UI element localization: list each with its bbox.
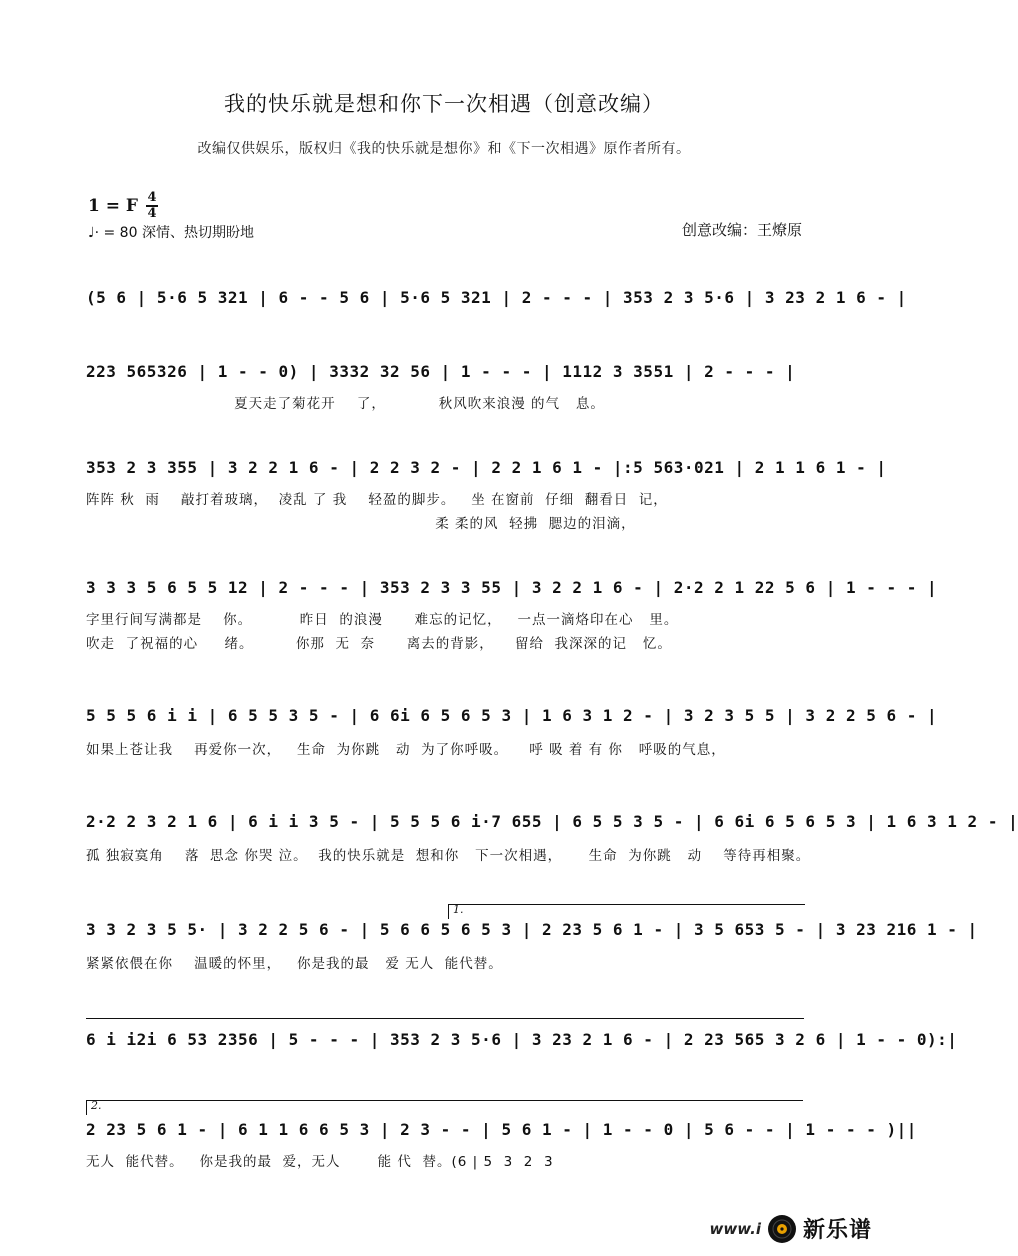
score-row-3: [86, 458, 887, 532]
key-signature: [88, 192, 158, 220]
time-bottom: 4: [147, 206, 157, 221]
volta-1-label: 1.: [453, 903, 464, 916]
vinyl-disc-icon: [767, 1214, 797, 1244]
watermark-url: www.i: [709, 1219, 761, 1238]
lyrics-line-2: 柔 柔的风 轻拂 腮边的泪滴，: [86, 516, 636, 532]
lyrics-line-1: 无人 能代替。 你是我的最 爱，无人 能 代 替。(6 | 5 3 2 3: [86, 1154, 554, 1170]
score-row-7: [86, 920, 978, 972]
notation-line: 3 3 3 5 6 5 5 12 | 2 - - - | 353 2 3 3 55 | 3 2 2 1 6 - | 2·2 2 1 22 5 6 | 1 - - - |: [86, 578, 938, 597]
notation-line: 3 3 2 3 5 5· | 3 2 2 5 6 - | 5 6 6 5 6 5 3 | 2 23 5 6 1 - | 3 5 653 5 - | 3 23 216 1 - |: [86, 920, 978, 939]
volta-1-continuation: [86, 1018, 804, 1019]
notation-line: 2 23 5 6 1 - | 6 1 1 6 6 5 3 | 2 3 - - | 5 6 1 - | 1 - - 0 | 5 6 - - | 1 - - - )||: [86, 1120, 917, 1139]
notation-line: 5 5 5 6 i i | 6 5 5 3 5 - | 6 6i 6 5 6 5 3 | 1 6 3 1 2 - | 3 2 3 5 5 | 3 2 2 5 6 - |: [86, 706, 938, 725]
lyrics-line-1: 字里行间写满都是 你。 昨日 的浪漫 难忘的记忆， 一点一滴烙印在心 里。: [86, 612, 679, 628]
score-row-5: [86, 706, 938, 758]
lyrics-line-1: 夏天走了菊花开 了， 秋风吹来浪漫 的气 息。: [86, 396, 605, 412]
notation-line: 2·2 2 3 2 1 6 | 6 i i 3 5 - | 5 5 5 6 i·7 655 | 6 5 5 3 5 - | 6 6i 6 5 6 5 3 | 1 6 3 1 2 - |: [86, 812, 1018, 831]
score-row-6: [86, 812, 1018, 864]
lyrics-line-2: 吹走 了祝福的心 绪。 你那 无 奈 离去的背影， 留给 我深深的记 忆。: [86, 636, 672, 652]
notation-line: 6 i i2i 6 53 2356 | 5 - - - | 353 2 3 5·6 | 3 23 2 1 6 - | 2 23 565 3 2 6 | 1 - - 0):|: [86, 1030, 958, 1049]
score-row-9: [86, 1120, 917, 1170]
score-row-4: [86, 578, 938, 652]
notation-line: (5 6 | 5·6 5 321 | 6 - - 5 6 | 5·6 5 321 | 2 - - - | 353 2 3 5·6 | 3 23 2 1 6 - |: [86, 288, 907, 307]
score-row-1: [86, 288, 907, 307]
lyrics-line-1: 孤 独寂寞角 落 思念 你哭 泣。 我的快乐就是 想和你 下一次相遇， 生命 为你跳 动 等待再相聚。: [86, 848, 811, 864]
volta-2-bracket: [86, 1100, 803, 1115]
watermark-brand: 新乐谱: [802, 1218, 872, 1243]
volta-1-bracket: [448, 904, 805, 919]
key-label: 1 = F: [88, 196, 138, 216]
arranger-credit: 创意改编：王燎原: [681, 221, 802, 239]
lyrics-line-1: 如果上苍让我 再爱你一次， 生命 为你跳 动 为了你呼吸。 呼 吸 着 有 你 呼吸的气息，: [86, 742, 726, 758]
time-signature: [146, 192, 158, 220]
notation-line: 223 565326 | 1 - - 0) | 3332 32 56 | 1 - - - | 1112 3 3551 | 2 - - - |: [86, 362, 796, 381]
notation-line: 353 2 3 355 | 3 2 2 1 6 - | 2 2 3 2 - | 2 2 1 6 1 - |:5 563·021 | 2 1 1 6 1 - |: [86, 458, 887, 477]
score-row-2: [86, 362, 806, 412]
lyrics-line-1: 阵阵 秋 雨 敲打着玻璃， 凌乱 了 我 轻盈的脚步。 坐 在窗前 仔细 翻看日 记，: [86, 492, 668, 508]
volta-2-label: 2.: [91, 1099, 102, 1112]
watermark: [710, 1213, 872, 1244]
time-top: 4: [147, 190, 157, 205]
tempo-marking: ♩· = 80 深情、热切期盼地: [88, 225, 254, 241]
score-row-8: [86, 1030, 958, 1049]
lyrics-line-1: 紧紧依偎在你 温暖的怀里， 你是我的最 爱 无人 能代替。: [86, 956, 503, 972]
copyright-note: 改编仅供娱乐，版权归《我的快乐就是想你》和《下一次相遇》原作者所有。: [197, 141, 691, 157]
page-title: 我的快乐就是想和你下一次相遇（创意改编）: [224, 92, 664, 116]
